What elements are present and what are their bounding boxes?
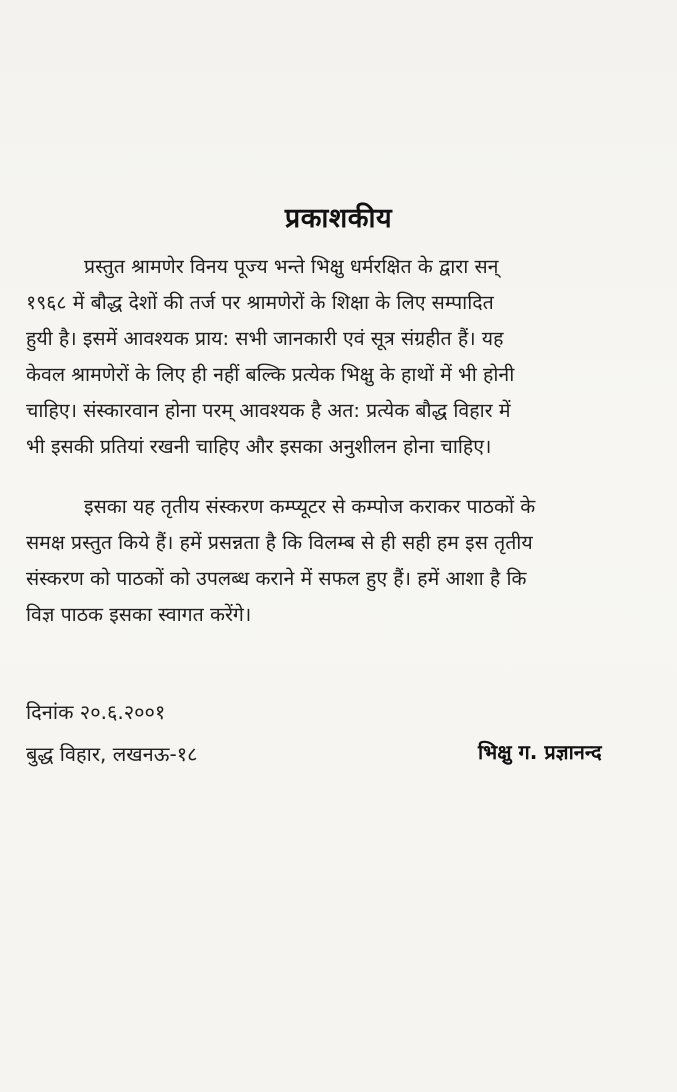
paragraph-line: विज्ञ पाठक इसका स्वागत करेंगे। [26, 603, 252, 626]
signature: भिक्षु ग. प्रज्ञानन्द [478, 740, 602, 764]
paragraph-line: केवल श्रामणेरों के लिए ही नहीं बल्कि प्रत्येक भिक्षु के हाथों में भी होनी [26, 363, 515, 386]
paragraph-line: हुयी है। इसमें आवश्यक प्राय: सभी जानकारी एवं सूत्र संग्रहीत हैं। यह [26, 327, 504, 350]
page-title: प्रकाशकीय [284, 203, 393, 234]
paragraph-line: चाहिए। संस्कारवान होना परम् आवश्यक है अत: प्रत्येक बौद्ध विहार में [26, 399, 511, 422]
paragraph-line: समक्ष प्रस्तुत किये हैं। हमें प्रसन्नता है कि विलम्ब से ही सही हम इस तृतीय [26, 531, 533, 554]
paragraph-1 [26, 249, 632, 465]
paragraph-line: १९६८ में बौद्ध देशों की तर्ज पर श्रामणेरों के शिक्षा के लिए सम्पादित [26, 291, 494, 314]
place-line: बुद्ध विहार, लखनऊ-१८ [26, 742, 198, 766]
paragraph-line: इसका यह तृतीय संस्करण कम्प्यूटर से कम्पोज कराकर पाठकों के [84, 495, 536, 518]
paragraph-line: संस्करण को पाठकों को उपलब्ध कराने में सफल हुए हैं। हमें आशा है कि [26, 567, 527, 590]
paragraph-2 [26, 489, 632, 633]
date-line: दिनांक २०.६.२००१ [26, 700, 166, 724]
paragraph-line: प्रस्तुत श्रामणेर विनय पूज्य भन्ते भिक्षु धर्मरक्षित के द्वारा सन् [84, 255, 499, 278]
paragraph-line: भी इसकी प्रतियां रखनी चाहिए और इसका अनुशीलन होना चाहिए। [26, 435, 492, 458]
